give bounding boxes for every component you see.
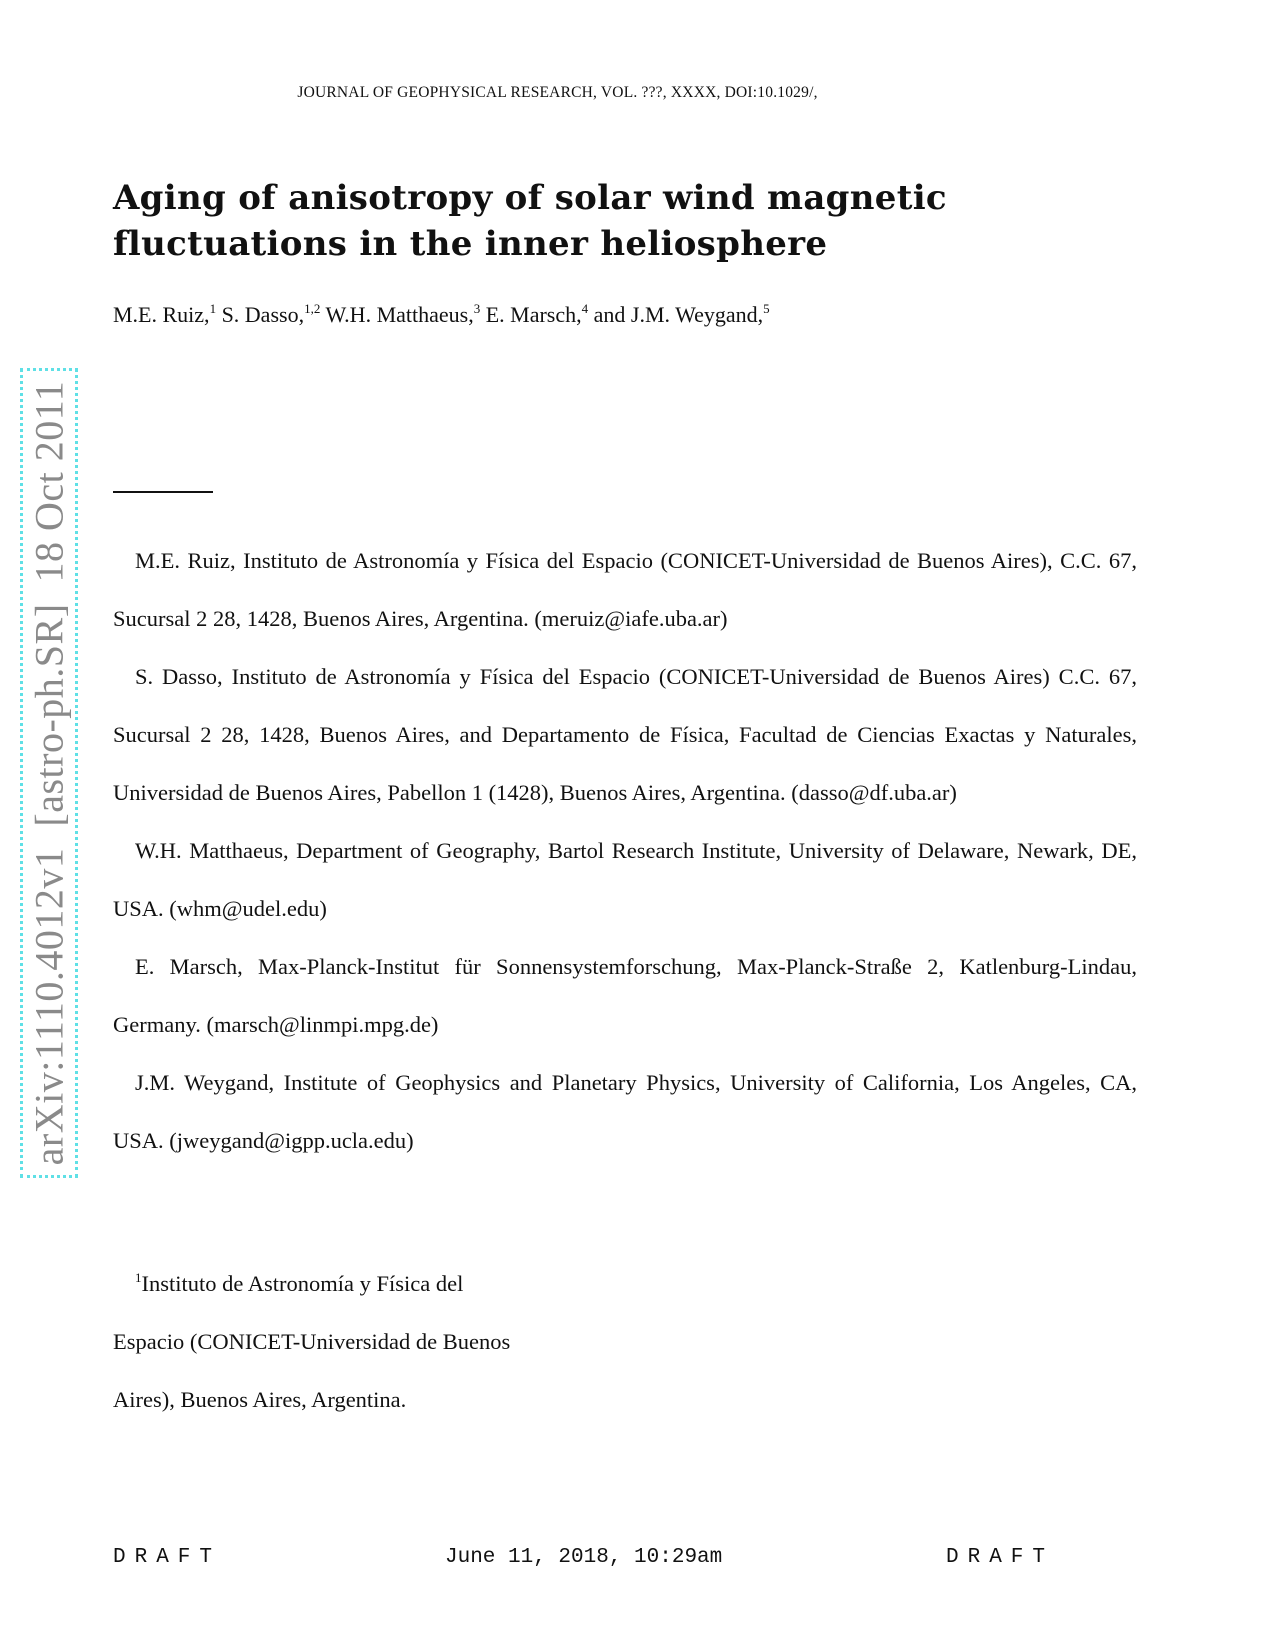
affiliation-weygand: J.M. Weygand, Institute of Geophysics and Planetary Physics, University of California, Los Angeles, CA, USA. (jweygand@igpp.ucla.edu) bbox=[113, 1070, 1137, 1153]
footnote-line: Espacio (CONICET-Universidad de Buenos bbox=[113, 1329, 511, 1354]
paper-title bbox=[113, 175, 1013, 267]
affiliation-rule bbox=[113, 491, 213, 493]
author: M.E. Ruiz,$^1$ bbox=[113, 301, 217, 327]
affiliation-list bbox=[113, 532, 1137, 1170]
footnote bbox=[113, 1255, 713, 1429]
author: and J.M. Weygand,$^5$ bbox=[593, 301, 770, 327]
arxiv-identifier[interactable]: arXiv:1110.4012v1 [astro-ph.SR] 18 Oct 2011 bbox=[26, 380, 72, 1166]
author: E. Marsch,$^4$ bbox=[485, 301, 589, 327]
running-head: JOURNAL OF GEOPHYSICAL RESEARCH, VOL. ???, XXXX, DOI:10.1029/, bbox=[297, 84, 818, 101]
affiliation-ruiz: M.E. Ruiz, Instituto de Astronomía y Física del Espacio (CONICET-Universidad de Buenos Aires), C.C. 67, Sucursal 2 28, 1428, Buenos Aires, Argentina. (meruiz@iafe.uba.ar) bbox=[113, 548, 1137, 631]
author: W.H. Matthaeus,$^3$ bbox=[325, 301, 481, 327]
affiliation-dasso: S. Dasso, Instituto de Astronomía y Física del Espacio (CONICET-Universidad de Buenos Aires) C.C. 67, Sucursal 2 28, 1428, Buenos Aires, and Departamento de Física, Facultad de Ciencias Exactas y Naturales, Universidad de Buenos Aires, Pabellon 1 (1428), Buenos Aires, Argentina. (dasso@df.uba.ar) bbox=[113, 664, 1137, 805]
footnote-mark: 1 bbox=[135, 1270, 142, 1285]
author-list bbox=[113, 302, 770, 328]
footer-date: June 11, 2018, 10:29am bbox=[445, 1546, 723, 1569]
footer-draft-right: DRAFT bbox=[946, 1546, 1055, 1569]
affiliation-matthaeus: W.H. Matthaeus, Department of Geography, Bartol Research Institute, University of Delaware, Newark, DE, USA. (whm@udel.edu) bbox=[113, 838, 1137, 921]
footnote-line: $^1$Instituto de Astronomía y Física del bbox=[135, 1270, 464, 1296]
author: S. Dasso,$^{1,2}$ bbox=[221, 301, 321, 327]
affiliation-marsch: E. Marsch, Max-Planck-Institut für Sonnensystemforschung, Max-Planck-Straße 2, Katlenburg-Lindau, Germany. (marsch@linmpi.mpg.de) bbox=[113, 954, 1137, 1037]
footnote-line: Aires), Buenos Aires, Argentina. bbox=[113, 1387, 407, 1412]
title-line: Aging of anisotropy of solar wind magnetic bbox=[113, 178, 947, 218]
footer-draft-left: DRAFT bbox=[113, 1546, 222, 1569]
title-line: fluctuations in the inner heliosphere bbox=[113, 224, 828, 264]
